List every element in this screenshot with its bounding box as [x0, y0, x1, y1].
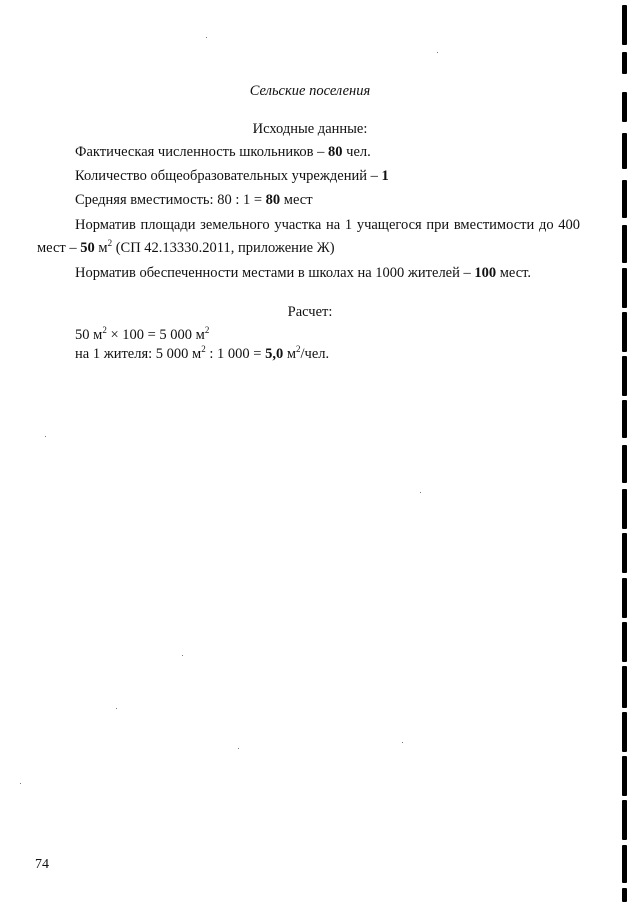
binding-mark	[622, 845, 627, 883]
scan-speck	[238, 748, 239, 749]
binding-mark	[622, 489, 627, 529]
norm-area-word: при	[426, 217, 450, 233]
schools-line: Количество общеобразовательных учреждений – 1	[75, 168, 389, 184]
scan-speck	[420, 492, 421, 493]
norm-area-word: участка	[274, 217, 322, 233]
binding-mark	[622, 356, 627, 396]
scan-speck	[116, 708, 117, 709]
norm-area-word: до	[538, 217, 554, 233]
norm-area-word: 400	[558, 217, 580, 233]
calc-line-1: 50 $м^2 \times 100 = 5$ 000 $м^2$	[75, 325, 210, 343]
binding-marks	[622, 0, 632, 905]
norm-area-word: 1	[344, 217, 353, 233]
binding-mark	[622, 445, 627, 483]
binding-mark	[622, 578, 627, 618]
norm-area-word: земельного	[200, 217, 270, 233]
binding-mark	[622, 312, 627, 352]
binding-mark	[622, 52, 627, 74]
binding-mark	[622, 225, 627, 263]
source-data-title: Исходные данные:	[252, 121, 368, 137]
norm-area-word: на	[326, 217, 341, 233]
capacity-line: Средняя вместимость: 80 : 1 = 80 мест	[75, 192, 313, 208]
page-number: 74	[35, 857, 49, 872]
binding-mark	[622, 268, 627, 308]
scan-speck	[45, 436, 46, 437]
norm-area-word: вместимости	[453, 217, 535, 233]
scan-speck	[20, 783, 21, 784]
binding-mark	[622, 888, 627, 902]
scan-speck	[206, 37, 207, 38]
binding-mark	[622, 666, 627, 708]
binding-mark	[622, 756, 627, 796]
norm-area-word: учащегося	[356, 217, 422, 233]
norm-area-line-1	[75, 218, 580, 233]
binding-mark	[622, 622, 627, 662]
calc-title: Расчет:	[287, 304, 333, 320]
section-heading: Сельские поселения	[249, 83, 371, 99]
calc-line-2: на 1 жителя: 5 000 $м^2$ : 1 000 = 5,0 $м^2$/чел.	[75, 344, 330, 362]
norm-area-line-2: мест – 50 $м^2$ (СП 42.13330.2011, приложение Ж)	[37, 238, 335, 256]
binding-mark	[622, 180, 627, 218]
norm-area-word: площади	[140, 217, 196, 233]
scan-speck	[402, 742, 403, 743]
binding-mark	[622, 533, 627, 573]
scan-speck	[437, 52, 438, 53]
binding-mark	[622, 5, 627, 45]
binding-mark	[622, 400, 627, 438]
binding-mark	[622, 712, 627, 752]
scan-speck	[182, 655, 183, 656]
binding-mark	[622, 133, 627, 169]
binding-mark	[622, 800, 627, 840]
norm-area-word: Норматив	[75, 217, 136, 233]
students-line: Фактическая численность школьников – 80 чел.	[75, 144, 371, 160]
norm-places-line: Норматив обеспеченности местами в школах на 1000 жителей – 100 мест.	[75, 265, 532, 281]
binding-mark	[622, 92, 627, 122]
